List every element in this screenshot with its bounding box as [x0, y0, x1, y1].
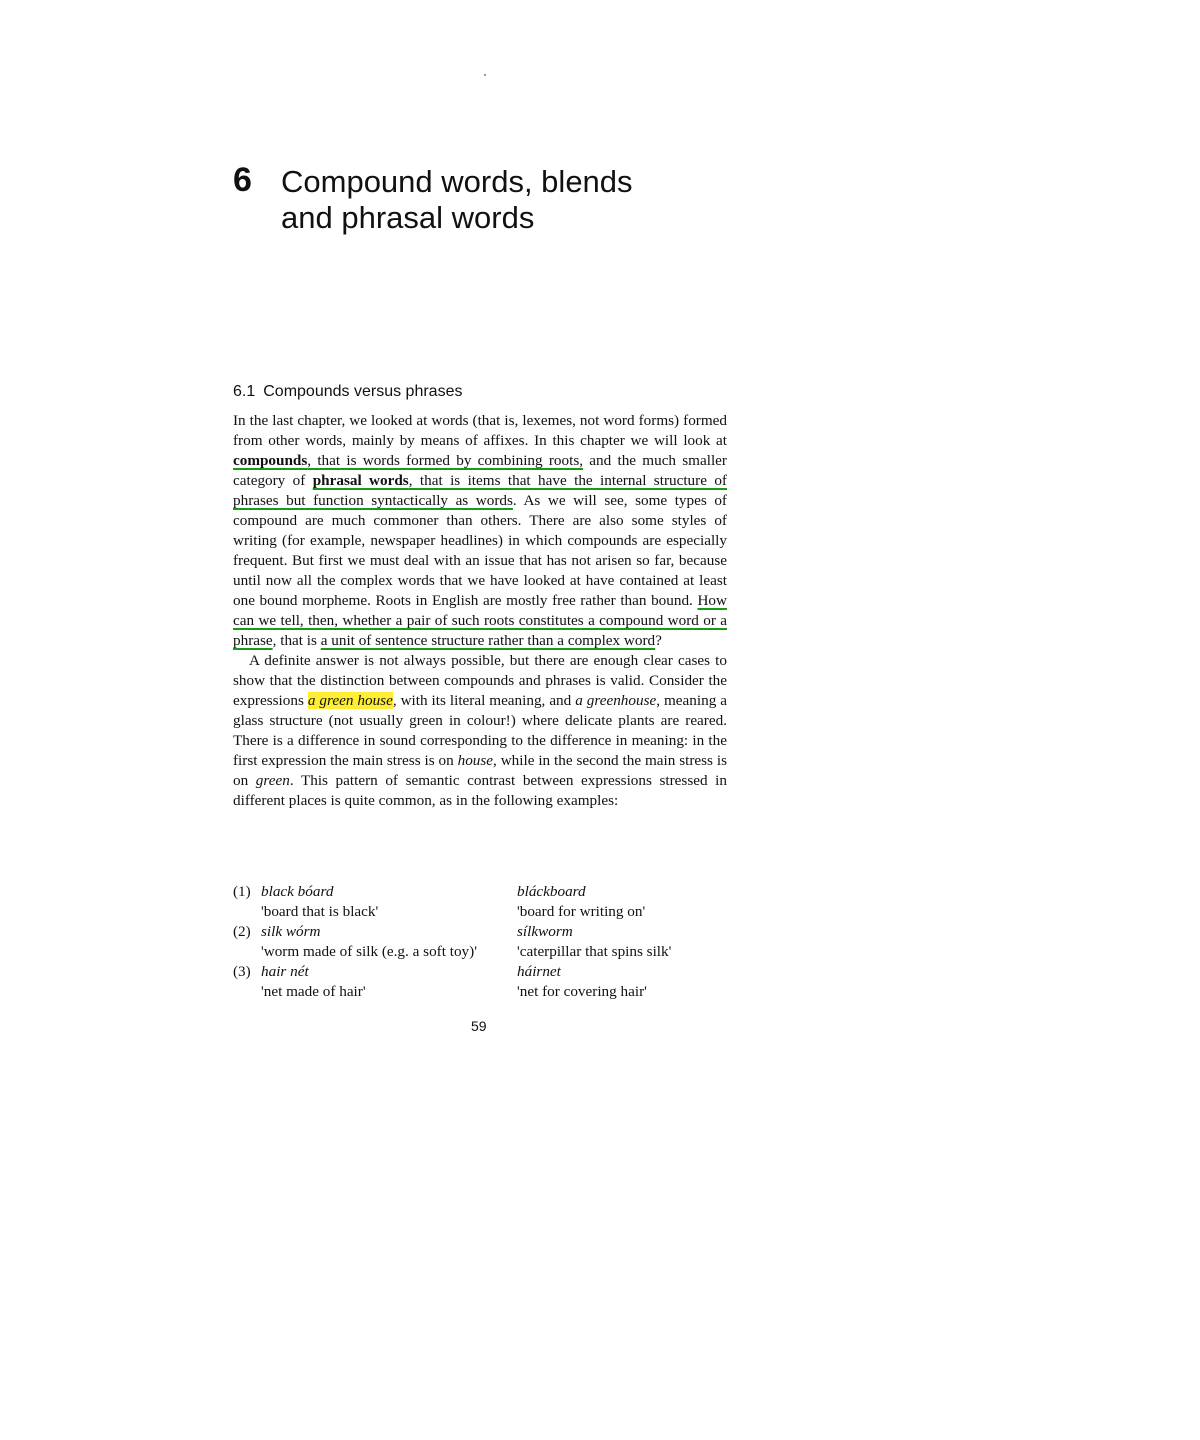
chapter-title-line-2: and phrasal words: [281, 200, 535, 235]
example-compound: háirnet: [517, 963, 561, 980]
example-gloss-row: [233, 982, 727, 1002]
section-heading: [233, 382, 462, 402]
text-run: , meaning a glass structure (not usually green in colour!) where delicate plants are reared. There is a difference in sound corresponding to the difference in meaning: in the first expression the main stress is on: [233, 692, 728, 769]
phrase-gloss: 'net made of hair': [261, 983, 366, 1000]
compound-gloss: 'board for writing on': [517, 903, 646, 920]
underlined-phrase: a unit of sentence structure rather than a complex word: [320, 632, 656, 649]
example-compound: sílkworm: [517, 923, 573, 940]
text-run: , while in the second the main stress is on: [233, 752, 727, 789]
example-phrase: silk wórm: [261, 923, 321, 940]
example-row: [233, 922, 727, 942]
italic-example: green: [255, 772, 290, 789]
scan-speck: [484, 74, 486, 76]
spacer: [233, 902, 261, 922]
phrase-gloss: 'board that is black': [261, 903, 379, 920]
text-run: , that is: [272, 632, 321, 649]
text-run: , with its literal meaning, and: [392, 692, 576, 709]
section-number: 6.1: [233, 383, 256, 400]
page-number: 59: [471, 1018, 487, 1034]
underlined-definition: , that is words formed by combining roots,: [307, 452, 584, 469]
example-phrase: hair nét: [261, 963, 309, 980]
example-number: (3): [233, 963, 251, 980]
paragraph-2: [233, 651, 727, 811]
phrase-gloss: 'worm made of silk (e.g. a soft toy)': [261, 943, 477, 960]
compound-gloss: 'caterpillar that spins silk': [517, 943, 672, 960]
body-text: [233, 411, 727, 811]
example-number: (1): [233, 883, 251, 900]
highlighted-example: a green house: [307, 692, 393, 709]
text-run: In the last chapter, we looked at words (that is, lexemes, not word forms) formed from other words, mainly by means of affixes. In this chapter we will look at: [233, 412, 727, 449]
example-number: (2): [233, 923, 251, 940]
italic-example: house: [457, 752, 494, 769]
chapter-title: [281, 164, 633, 236]
section-title: Compounds versus phrases: [263, 383, 463, 400]
spacer: [233, 942, 261, 962]
term-compounds: compounds: [233, 452, 308, 469]
text-run: A definite answer is not always possible, but there are enough clear cases to show that the distinction between compounds and phrases is valid. Consider the expressions: [233, 652, 727, 709]
example-gloss-row: [233, 902, 727, 922]
text-run: and the much smaller category of: [233, 452, 727, 489]
example-phrase: black bóard: [261, 883, 334, 900]
text-run: ?: [655, 632, 662, 649]
term-phrasal-words: phrasal words: [312, 472, 409, 489]
examples-list: [233, 882, 727, 1002]
spacer: [233, 982, 261, 1002]
text-run: . As we will see, some types of compound are much commoner than others. There are also some styles of writing (for example, newspaper headlines) in which compounds are especially frequent. But first we must deal with an issue that has not arisen so far, because until now all the complex words that we have looked at have contained at least one bound morpheme. Roots in English are mostly free rather than bound.: [233, 492, 727, 609]
underlined-question: How can we tell, then, whether a pair of such roots constitutes a compound word or a phrase: [233, 592, 727, 649]
italic-example: a greenhouse: [575, 692, 657, 709]
paragraph-1: [233, 411, 727, 651]
compound-gloss: 'net for covering hair': [517, 983, 647, 1000]
example-row: [233, 882, 727, 902]
chapter-title-line-1: Compound words, blends: [281, 164, 633, 199]
example-gloss-row: [233, 942, 727, 962]
example-row: [233, 962, 727, 982]
text-run: . This pattern of semantic contrast between expressions stressed in different places is quite common, as in the following examples:: [233, 772, 727, 809]
underlined-definition: , that is items that have the internal structure of phrases but function syntactically as words: [233, 472, 727, 509]
example-compound: bláckboard: [517, 883, 586, 900]
chapter-number: 6: [233, 161, 252, 199]
